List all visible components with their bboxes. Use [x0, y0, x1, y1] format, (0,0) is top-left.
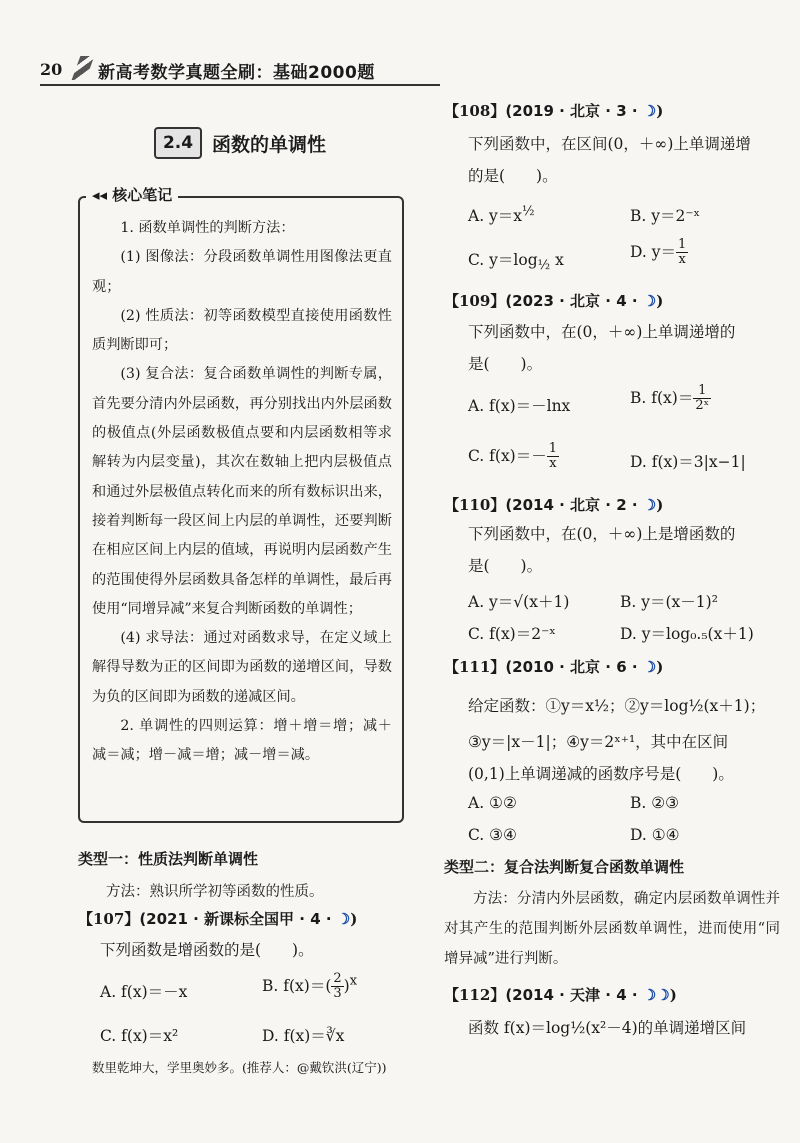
exponent: x	[349, 973, 358, 989]
denominator: 2ˣ	[695, 398, 710, 414]
option-a: A. y＝√(x＋1)	[468, 593, 570, 611]
problem-111-header	[444, 656, 663, 677]
source-close: )	[350, 910, 358, 928]
option-d-prefix: D. y＝	[630, 242, 676, 261]
type2-method: 方法：分清内外层函数，确定内层函数单调性并对其产生的范围判断外层函数单调性，进而使用“同增异减”进行判断。	[444, 891, 780, 967]
core-notes-tag: ◂◂ 核心笔记	[86, 184, 178, 205]
problem-label: 【109】	[444, 292, 506, 310]
denominator: 3	[333, 986, 342, 1002]
denominator: x	[549, 456, 557, 472]
page-number: 20	[40, 60, 63, 79]
option-d: D. ①④	[630, 826, 680, 844]
problem-label: 【108】	[444, 102, 506, 120]
option-c	[468, 248, 564, 273]
numerator: 1	[693, 384, 711, 399]
problem-112-question: 函数 f(x)＝log½(x²－4)的单调递增区间	[468, 1019, 747, 1037]
problem-label: 【107】	[78, 910, 140, 928]
problem-111-question-3: (0,1)上单调递减的函数序号是( )。	[468, 765, 734, 783]
option-b: B. ②③	[630, 794, 680, 812]
fraction	[547, 442, 559, 472]
type1-method: 方法：熟识所学初等函数的性质。	[106, 884, 324, 900]
problem-source: (2023 · 北京 · 4 ·	[505, 292, 638, 310]
problem-110-question-1: 下列函数中，在(0，＋∞)上是增函数的	[468, 525, 736, 543]
option-c-text: C. y＝log	[468, 251, 538, 269]
subscript: ½	[537, 258, 551, 274]
denominator: x	[678, 252, 686, 268]
problem-111-question-2: ③y＝|x－1|；④y＝2ˣ⁺¹，其中在区间	[468, 733, 729, 751]
problem-source: (2010 · 北京 · 6 ·	[505, 658, 638, 676]
option-c-prefix: C. f(x)＝－	[468, 446, 547, 465]
option-d: D. y＝log₀.₅(x＋1)	[620, 625, 754, 643]
problem-109-question-2: 是( )。	[468, 355, 543, 373]
option-b-prefix: B. f(x)＝	[630, 388, 694, 407]
fraction	[693, 384, 711, 414]
problem-107-question: 下列函数是增函数的是( )。	[100, 941, 314, 959]
difficulty-moon-icon: ☽	[642, 496, 657, 514]
problem-source: (2019 · 北京 · 3 ·	[505, 102, 638, 120]
difficulty-moon-icon: ☽	[336, 910, 351, 928]
difficulty-moon-icon: ☽	[642, 292, 657, 310]
option-b: B. y＝2⁻ˣ	[630, 207, 701, 225]
problem-110-question-2: 是( )。	[468, 557, 543, 575]
note-paragraph: 1. 函数单调性的判断方法：	[120, 220, 295, 236]
option-c: C. f(x)＝2⁻ˣ	[468, 625, 556, 643]
option-b-prefix: B. f(x)＝	[262, 976, 326, 995]
difficulty-moon-icon: ☽	[642, 658, 657, 676]
option-a: A. f(x)＝－x	[100, 983, 188, 1001]
header-stripe-icon	[72, 56, 95, 80]
note-paragraph: (1) 图像法：分段函数单调性用图像法更直观；	[92, 249, 392, 295]
problem-108-header	[444, 100, 663, 121]
difficulty-moon-icon: ☽☽	[642, 986, 670, 1004]
problem-source: (2014 · 天津 · 4 ·	[505, 986, 638, 1004]
footer-quote: 数里乾坤大，学里奥妙多。(推荐人：@戴钦洪(辽宁))	[92, 1060, 387, 1075]
option-c	[468, 442, 559, 472]
numerator: 2	[333, 971, 342, 986]
option-b	[630, 384, 711, 414]
problem-108-question-2: 的是( )。	[468, 167, 558, 185]
option-a	[468, 204, 535, 226]
problem-109-question-1: 下列函数中，在(0，＋∞)上单调递增的	[468, 323, 736, 341]
option-a: A. ①②	[468, 794, 517, 812]
option-c: C. f(x)＝x²	[100, 1027, 179, 1045]
problem-label: 【110】	[444, 496, 506, 514]
option-a-text: A. y＝x	[468, 207, 523, 226]
option-d: D. f(x)＝∛x	[262, 1027, 345, 1045]
core-notes-body	[92, 214, 392, 771]
option-b: B. f(x)＝( $\frac{2}{3}$ )$^x$	[262, 971, 358, 1002]
numerator: 1	[548, 441, 558, 456]
problem-label: 【112】	[444, 986, 506, 1004]
source-close: )	[656, 658, 664, 676]
section-badge: 2.4	[154, 127, 202, 159]
type1-heading: 类型一：性质法判断单调性	[78, 850, 259, 868]
source-close: )	[656, 496, 664, 514]
option-c: C. ③④	[468, 826, 517, 844]
problem-110-header	[444, 494, 663, 515]
problem-109-header	[444, 290, 663, 311]
fraction	[676, 238, 688, 268]
book-title: 新高考数学真题全刷：基础2000题	[98, 63, 375, 83]
source-close: )	[656, 102, 664, 120]
problem-label: 【111】	[444, 658, 506, 676]
exponent: ½	[522, 204, 535, 219]
problem-source: (2014 · 北京 · 2 ·	[505, 496, 638, 514]
problem-112-header	[444, 984, 677, 1005]
fraction	[331, 972, 343, 1002]
source-close: )	[656, 292, 664, 310]
source-close: )	[669, 986, 677, 1004]
difficulty-moon-icon: ☽	[642, 102, 657, 120]
option-d	[630, 238, 688, 268]
problem-source: (2021 · 新课标全国甲 · 4 ·	[139, 910, 332, 928]
note-paragraph: (3) 复合法：复合函数单调性的判断专属，首先要分清内外层函数，再分别找出内外层函数的极值点(外层函数极值点要和内层函数相等求解转为内层变量)，其次在数轴上把内层极值点和通过外层极值点转化而来的所有数标识出来，接着判断每一段区间上内层的单调性，还要判断在相应区间上内层的值域，再说明内层函数产生的范围使得外层函数具备怎样的单调性，最后再使用“同增异减”来复合判断函数的单调性；	[92, 366, 392, 617]
header-rule	[40, 84, 440, 86]
type2-heading: 类型二：复合法判断复合函数单调性	[444, 858, 685, 876]
option-c-var: x	[550, 251, 564, 269]
core-notes-tag-label: 核心笔记	[112, 186, 173, 204]
problem-108-question-1: 下列函数中，在区间(0，＋∞)上单调递增	[468, 135, 751, 153]
problem-111-question-1: 给定函数：①y＝x½；②y＝log½(x＋1)；	[468, 697, 766, 715]
option-a: A. f(x)＝－lnx	[468, 397, 571, 415]
note-paragraph: (2) 性质法：初等函数模型直接使用函数性质判断即可；	[92, 307, 392, 354]
problem-107-header	[78, 908, 357, 929]
numerator: 1	[678, 237, 687, 252]
note-paragraph: 2. 单调性的四则运算：增＋增＝增；减＋减＝减；增－减＝增；减－增＝减。	[92, 718, 392, 764]
note-paragraph: (4) 求导法：通过对函数求导，在定义域上解得导数为正的区间即为函数的递增区间，导数为负的区间即为函数的递减区间。	[92, 630, 392, 705]
option-d: D. f(x)＝3|x−1|	[630, 453, 746, 471]
section-title: 函数的单调性	[212, 134, 327, 156]
option-b: B. y＝(x－1)²	[620, 593, 718, 611]
